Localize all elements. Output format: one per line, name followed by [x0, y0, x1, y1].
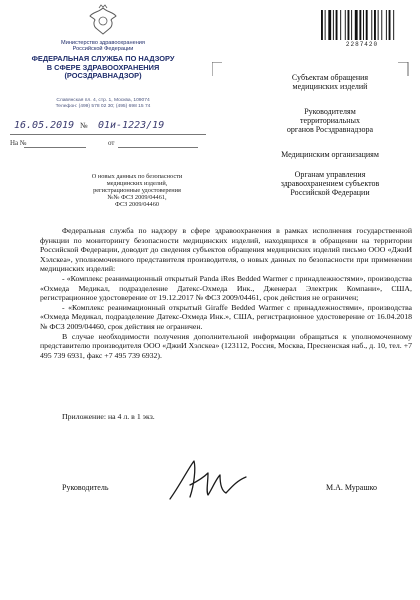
addressee-line: Руководителям [304, 107, 356, 116]
barcode-bar [333, 10, 334, 40]
ministry-line: Министерство здравоохранения [61, 40, 145, 46]
handwritten-signature [150, 455, 270, 505]
subject-line: регистрационные удостоверения [93, 186, 181, 194]
addressee-block [255, 107, 405, 134]
subject-line: О новых данных по безопасности [91, 173, 183, 180]
barcode [320, 10, 404, 40]
agency-line: (РОСЗДРАВНАДЗОР) [64, 71, 142, 81]
agency-name [0, 55, 206, 81]
signer-title: Руководитель [62, 483, 109, 492]
appendix-note: Приложение: на 4 л. в 1 экз. [62, 412, 155, 421]
barcode-bar [325, 10, 326, 40]
barcode-bar [378, 10, 379, 40]
address-line: Славянская пл. 4, стр. 1, Москва, 109074 [56, 98, 150, 103]
reference-date-blank [118, 147, 198, 148]
barcode-bar [386, 10, 387, 40]
signer-name: М.А. Мурашко [326, 483, 377, 492]
barcode-bar [381, 10, 382, 40]
subject-line: медицинских изделий, [106, 179, 168, 187]
address-line: Телефон: (499) 578 02 30; (495) 698 15 74 [55, 104, 151, 110]
addressee-line: медицинских изделий [292, 82, 368, 91]
agency-line: ФЕДЕРАЛЬНАЯ СЛУЖБА ПО НАДЗОРУ [31, 54, 175, 63]
addressee-block [255, 150, 405, 159]
letter-body [40, 226, 412, 360]
barcode-bar [363, 10, 364, 40]
body-paragraph: В случае необходимости получения дополнительной информации обращаться к уполномоченному представителю производителя ООО «ДжиИ Хэлскеа» (123112, Россия, Москва, Пресненская наб., д. 10, тел. +7 495 739 6931, факс +7 495 739 6932). [40, 331, 412, 360]
addressee-line: органов Росздравнадзора [286, 125, 374, 134]
body-paragraph: - «Комплекс реанимационный открытый Panda iRes Bedded Warmer с принадлежностями», производства «Охмеда Медикал, подразделение Датекс-Охмеда Инк., Дженерал Электрик Компани», США, регистрационное удостоверение от 19.12.2017 № ФСЗ 2009/04461, срок действия не ограничен; [40, 273, 412, 303]
addressee-line: Медицинским организациям [281, 150, 379, 159]
addressee-line: здравоохранением субъектов [280, 179, 380, 188]
reference-number-blank [24, 147, 86, 148]
barcode-bar [389, 10, 391, 40]
ministry-name [0, 40, 206, 53]
addressee-line: Субъектам обращения [291, 73, 369, 82]
barcode-bar [345, 10, 346, 40]
barcode-bar [351, 10, 352, 40]
barcode-bar [374, 10, 376, 40]
addressee-line: Органам управления [294, 170, 366, 179]
barcode-bar [366, 10, 368, 40]
barcode-bar [371, 10, 372, 40]
barcode-bar [393, 10, 394, 40]
registration-line [10, 120, 206, 135]
ministry-line: Российской Федерации [72, 46, 134, 53]
barcode-bar [328, 10, 331, 40]
registration-date: 16.05.2019 [14, 120, 75, 131]
barcode-bar [321, 10, 323, 40]
body-paragraph: Федеральная служба по надзору в сфере здравоохранения в рамках исполнения государственной функции по мониторингу безопасности медицинских изделий, находящихся в обращении на территории Российской Федерации, доводит до сведения субъектов обращения медицинских изделий письмо ООО «ДжиИ Хэлскеа», уполномоченного представителя производителя, о новых данных по безопасности при применении медицинских изделий: [40, 226, 412, 274]
reference-from-label: от [108, 139, 115, 147]
barcode-number: 2287420 [345, 41, 379, 48]
barcode-bar [340, 10, 341, 40]
coat-of-arms-icon [86, 4, 120, 38]
registration-number-sign: № [80, 121, 88, 130]
barcode-bar [355, 10, 358, 40]
registration-number: 01и-1223/19 [98, 120, 165, 131]
letter-subject [70, 174, 204, 209]
agency-address [0, 98, 206, 110]
addressee-block [255, 170, 405, 197]
subject-line: №№ ФСЗ 2009/04461, [107, 193, 167, 201]
reference-prefix: На № [10, 139, 27, 147]
addressee-block [255, 73, 405, 91]
barcode-bar [348, 10, 350, 40]
barcode-bar [336, 10, 338, 40]
addressee-line: Российской Федерации [290, 188, 370, 197]
addressee-line: территориальных [300, 116, 360, 125]
body-paragraph: - «Комплекс реанимационный открытый Giraffe Bedded Warmer с принадлежностями», производства «Охмеда Медикал, подразделение Датекс-Охмеда Инк.», США, регистрационное удостоверение от 16.04.2018 № ФСЗ 2009/04460, срок действия не ограничен. [40, 302, 412, 331]
subject-line: ФСЗ 2009/04460 [115, 200, 159, 208]
barcode-bar [359, 10, 361, 40]
agency-line: В СФЕРЕ ЗДРАВООХРАНЕНИЯ [46, 62, 160, 72]
